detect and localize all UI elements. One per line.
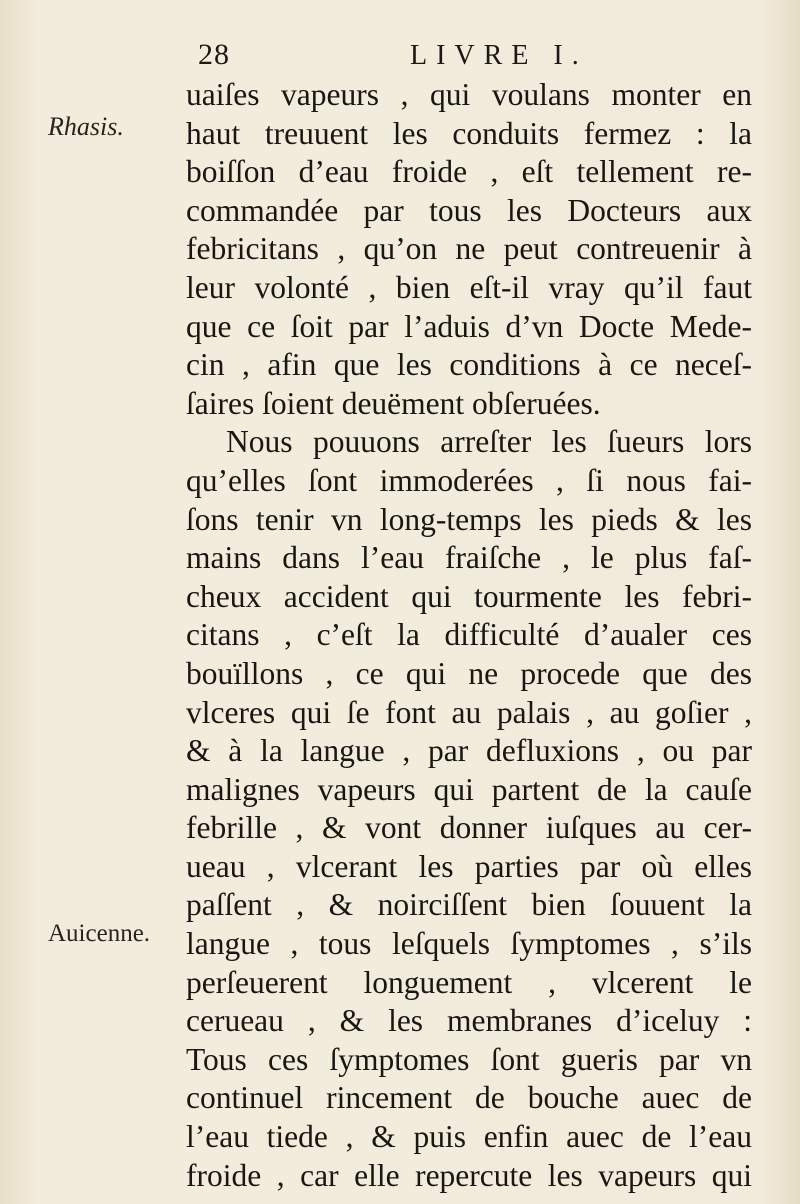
text-line: perſeuerent longuement , vlcerent le — [186, 964, 752, 1000]
text-line: mains dans l’eau fraiſche , le plus faſ- — [186, 540, 752, 576]
text-line: que ce ſoit par l’aduis d’vn Docte Mede- — [186, 308, 752, 344]
text-line: cin , afin que les conditions à ce neceſ- — [186, 347, 752, 383]
text-line: froide , car elle repercute les vapeurs qui — [186, 1157, 752, 1193]
text-line: continuel rincement de bouche auec de — [186, 1080, 752, 1116]
text-line: Tous ces ſymptomes ſont gueris par vn — [186, 1041, 752, 1077]
running-head — [198, 38, 758, 78]
text-line: commandée par tous les Docteurs aux — [186, 192, 752, 228]
text-line: cheux accident qui tourmente les febri- — [186, 578, 752, 614]
running-title: LIVRE I. — [410, 40, 588, 71]
text-line: febricitans , qu’on ne peut contreuenir à — [186, 231, 752, 267]
text-line: haut treuuent les conduits fermez : la — [186, 115, 752, 151]
text-line: malignes vapeurs qui partent de la cauſe — [186, 771, 752, 807]
text-line: febrille , & vont donner iuſques au cer- — [186, 810, 752, 846]
text-line: ſons tenir vn long-temps les pieds & les — [186, 501, 752, 537]
text-line: paſſent , & noirciſſent bien ſouuent la — [186, 887, 752, 923]
text-line: boiſſon d’eau froide , eſt tellement re- — [186, 154, 752, 190]
text-line: ueau , vlcerant les parties par où elles — [186, 848, 752, 884]
text-line: langue , tous leſquels ſymptomes , s’ils — [186, 926, 752, 962]
text-line: vlceres qui ſe font au palais , au goſier , — [186, 694, 752, 730]
text-line: qu’elles ſont immoderées , ſi nous fai- — [186, 462, 752, 498]
text-line: citans , c’eſt la difficulté d’aualer ces — [186, 617, 752, 653]
text-line: & à la langue , par defluxions , ou par — [186, 733, 752, 769]
text-line: leur volonté , bien eſt-il vray qu’il faut — [186, 269, 752, 305]
text-line: uaiſes vapeurs , qui voulans monter en — [186, 77, 752, 112]
page-number: 28 — [198, 38, 230, 71]
text-line: cerueau , & les membranes d’iceluy : — [186, 1003, 752, 1039]
paragraph-start-line: Nous pouuons arreſter les ſueurs lors — [226, 424, 752, 460]
text-line: ſaires ſoient deuëment obſeruées. — [186, 385, 601, 421]
body-text — [186, 76, 752, 1195]
margin-note-avicenna: Auicenne. — [48, 920, 151, 947]
text-line: l’eau tiede , & puis enfin auec de l’eau — [186, 1119, 752, 1155]
text-line: bouïllons , ce qui ne procede que des — [186, 655, 752, 691]
margin-note-rhazes: Rhasis. — [48, 112, 124, 141]
